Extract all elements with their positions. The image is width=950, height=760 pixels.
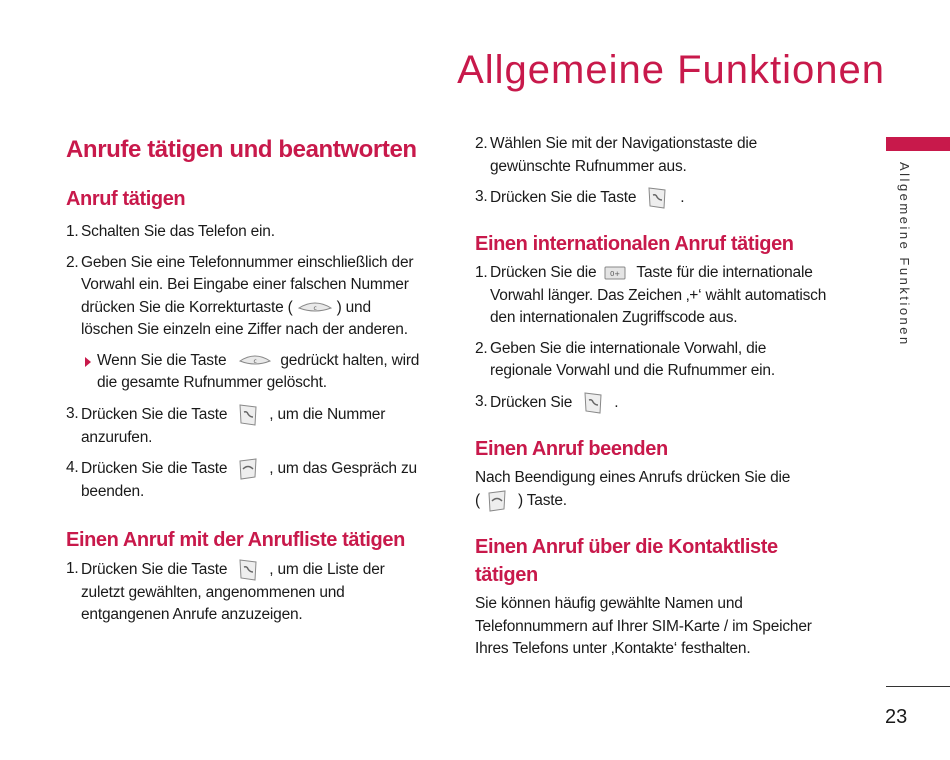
subsection-title-anruf: Anruf tätigen (66, 188, 186, 210)
end-key-icon (486, 489, 508, 513)
step-2-right: 2. Wählen Sie mit der Navigationstaste die gewünschte Rufnummer aus. (475, 135, 758, 175)
clear-key-icon (238, 352, 272, 368)
subsection-title-kontaktliste: Einen Anruf über die Kontaktliste tätigen (475, 536, 778, 586)
right-column (475, 133, 855, 661)
step-4: 4. Drücken Sie die Taste , um das Gespräch zu beenden. (66, 459, 417, 500)
call-key-icon (237, 558, 259, 582)
page-title: Allgemeine Funktionen (457, 48, 885, 92)
left-column (66, 133, 446, 627)
call-key-icon (646, 186, 668, 210)
contacts-paragraph: Sie können häufig gewählte Namen und Telefonnummern auf Ihrer SIM-Karte / im Speicher Ihres Telefons unter ‚Kontakte‘ festhalten. (475, 595, 812, 657)
intl-step-2: 2. Geben Sie die internationale Vorwahl, die regionale Vorwahl und die Rufnummer ein. (475, 339, 775, 379)
step-2: 2. Geben Sie eine Telefonnummer einschließlich der Vorwahl ein. Bei Eingabe einer falschen Nummer drücken Sie die Korrekturtaste ( c ) und löschen Sie einzeln eine Ziffer nach der anderen. (66, 253, 414, 338)
svg-text:c: c (253, 358, 257, 366)
step-3-right: 3. Drücken Sie die Taste . (475, 186, 855, 210)
end-paragraph: Nach Beendigung eines Anrufs drücken Sie die ( ) Taste. (475, 467, 855, 514)
svg-text:0+: 0+ (610, 269, 621, 278)
zero-key-icon (604, 265, 626, 281)
call-key-icon (237, 403, 259, 427)
step-1: 1. Schalten Sie das Telefon ein. (66, 223, 275, 240)
footer-rule (886, 686, 950, 687)
subsection-title-international: Einen internationalen Anruf tätigen (475, 233, 794, 255)
end-key-icon (237, 457, 259, 481)
svg-text:c: c (313, 305, 317, 313)
anrufliste-step-1: 1. Drücken Sie die Taste , um die Liste der zuletzt gewählten, angenommenen und entgangenen Anrufe anzuzeigen. (66, 559, 385, 623)
intl-step-3: 3. Drücken Sie . (475, 391, 855, 415)
subsection-title-beenden: Einen Anruf beenden (475, 437, 668, 460)
clear-key-icon (297, 299, 333, 315)
bullet-triangle-icon (85, 357, 91, 367)
side-tab-bar (886, 137, 950, 151)
call-key-icon (582, 391, 604, 415)
side-tab-label: Allgemeine Funktionen (897, 162, 912, 347)
intl-step-1: 1. Drücken Sie die 0+ Taste für die internationale Vorwahl länger. Das Zeichen ‚+‘ wählt automatisch den internationalen Zugriffscode aus. (475, 264, 827, 326)
page-number: 23 (885, 706, 908, 728)
section-title: Anrufe tätigen und beantworten (66, 136, 417, 163)
subsection-title-anrufliste: Einen Anruf mit der Anrufliste tätigen (66, 528, 405, 551)
step-3: 3. Drücken Sie die Taste , um die Nummer anzurufen. (66, 404, 386, 446)
note-bullet: Wenn Sie die Taste c gedrückt halten, wird die gesamte Rufnummer gelöscht. (66, 350, 446, 395)
